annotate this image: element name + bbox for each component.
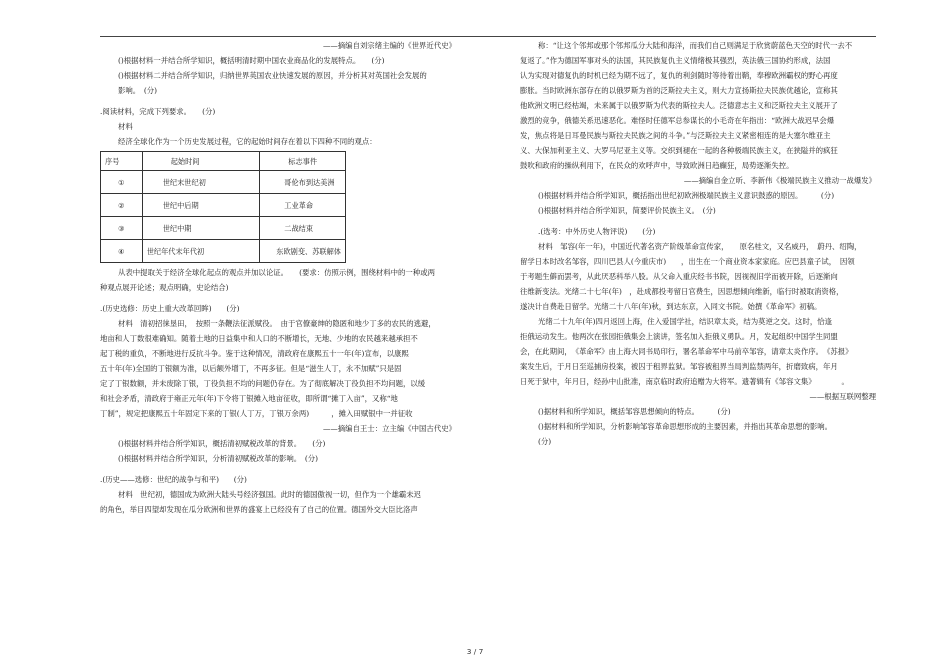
material-text: 定了丁银数额，并未废除丁银，丁役负担不均的问题仍存在。为了彻底解决丁役负担不均问题，以缓 bbox=[100, 379, 426, 388]
material-text: 地亩和人丁数很难确知。随着土地的日益集中和人口的不断增长，无地、少地的农民越来越承担不 bbox=[100, 334, 418, 343]
question-text: ()根据材料二并结合所学知识，归纳世界英国农业快速发展的原因，并分析其对英国社会发展的 bbox=[118, 71, 427, 80]
material-text: 激烈的竞争，俄德关系迅速恶化。难怪时任德军总参谋长的小毛奇在年指出：“欧洲大战迟早会爆 bbox=[520, 116, 835, 125]
section-title: .(历史选修：历史上重大改革回眸) (分) bbox=[100, 304, 240, 313]
top-rule bbox=[100, 36, 876, 37]
material-text: 五十年(年)全国的丁银额为准，以后额外增丁，不再多征。但是“滋生人丁，永不加赋”只是固 bbox=[100, 364, 402, 373]
table-cell: 哥伦布到达美洲 bbox=[260, 171, 346, 194]
source-line: ——摘编自金立昕、李新伟《极端民族主义推动一战爆发》 bbox=[683, 176, 876, 185]
material-text: 起丁税的重负，不断地进行反抗斗争。鉴于这种情况，清政府在康熙五十一年(年)宣布，以康熙 bbox=[100, 349, 409, 358]
table-cell: 世纪年代末年代初 bbox=[142, 240, 260, 263]
table-header: 起始时间 bbox=[142, 152, 260, 171]
section-title: .阅读材料，完成下列要求。 (分) bbox=[100, 107, 216, 116]
material-text: 他欧洲文明已经枯竭，未来属于以俄罗斯为代表的斯拉夫人。泛德意志主义和泛斯拉夫主义展开了 bbox=[520, 101, 838, 110]
material-text: 经济全球化作为一个历史发展过程，它的起始时间存在着以下四种不同的观点： bbox=[118, 137, 377, 146]
material-text: 和社会矛盾，清政府于雍正元年(年)下令将丁银摊入地亩征收，即所谓“摊丁入亩”，又称“地 bbox=[100, 394, 398, 403]
section-title: .(历史——选修：世纪的战争与和平) (分) bbox=[100, 475, 247, 484]
material-text: 日死于狱中，年月日，经孙中山批准，南京临时政府追赠为大将军。遗著辑有《邹容文集》 。 bbox=[520, 377, 849, 386]
section-title: .(选考：中外历史人物评说) (分) bbox=[538, 227, 656, 236]
question-text: ()据材料和所学知识，概括邹容思想倾向的特点。 (分) bbox=[538, 407, 731, 416]
question-text: (分) bbox=[538, 437, 552, 446]
material-text: 发，焦点将是日耳曼民族与斯拉夫民族之间的斗争。”与泛斯拉夫主义紧密相连的是大塞尔维亚主 bbox=[520, 131, 831, 140]
table-cell: 世纪中后期 bbox=[142, 194, 260, 217]
material-text: 鼓吹和政府的操纵利用下，在民众的欢呼声中，导致欧洲日趋癫狂，局势逐渐失控。 bbox=[520, 161, 794, 170]
material-text: 认为实现对德复仇的时机已经为期不远了，复仇的利剑随时等待着出鞘，奉穆欧洲霸权的野心再度 bbox=[520, 71, 838, 80]
question-text: ()根据材料一并结合所学知识，概括明清时期中国农业商品化的发展特点。 (分) bbox=[118, 56, 385, 65]
material-text: 材料 邹容(年一年)，中国近代著名资产阶级革命宣传家， 原名桂文，又名威丹， 蔚丹、绍陶， bbox=[538, 242, 862, 251]
table-row bbox=[101, 217, 346, 240]
table-cell: ④ bbox=[101, 240, 143, 263]
material-text: 案发生后，于月日至巡捕房投案，被囚于租界监狱。邹容被租界当局判监禁两年，折磨致病，年月 bbox=[520, 362, 838, 371]
left-column bbox=[100, 38, 456, 517]
material-text: 膨胀。当时欧洲东部存在的以俄罗斯为首的泛斯拉夫主义，则大力宣扬斯拉夫民族优越论，宣称其 bbox=[520, 86, 838, 95]
material-text: 的角色，举目四望却发现在瓜分欧洲和世界的盛宴上已经没有了自己的位置。德国外交大臣比洛声 bbox=[100, 505, 418, 514]
table-cell: 东欧剧变、苏联解体 bbox=[260, 240, 346, 263]
material-text: 丁制”，规定把康熙五十年固定下来的丁银(人丁万，丁银万余两) ，摊入田赋银中一并征收 bbox=[100, 409, 413, 418]
material-label: 材料 bbox=[118, 122, 133, 131]
events-table bbox=[100, 151, 346, 263]
table-cell: ② bbox=[101, 194, 143, 217]
table-header-row bbox=[101, 152, 346, 171]
source-line: ——摘编自王士：立主编《中国古代史》 bbox=[322, 424, 456, 433]
question-text: ()根据材料并结合所学知识，概括清初赋税改革的背景。 (分) bbox=[118, 439, 326, 448]
table-header: 序号 bbox=[101, 152, 143, 171]
material-text: 材料 清初招徕垦田， 按照一条鞭法征派赋役。 由于官僚豪绅的隐匿和地少丁多的农民的逃避， bbox=[118, 319, 436, 328]
material-text: 光绪二十九年(年)四月返回上海，住入爱国学社，结识章太炎，结为莫逆之交。这时，恰逢 bbox=[538, 317, 833, 326]
table-cell: ③ bbox=[101, 217, 143, 240]
table-row bbox=[101, 171, 346, 194]
material-text: 拒俄运动发生。他两次在张园拒俄集会上演讲，签名加入拒俄义勇队。月，发起组织中国学生同盟 bbox=[520, 332, 838, 341]
question-text: 影响。 (分) bbox=[118, 86, 158, 95]
question-text: ()根据材料并结合所学知识，简要评价民族主义。 (分) bbox=[538, 206, 716, 215]
question-text: ()根据材料并结合所学知识，概括指出世纪初欧洲极端民族主义意识鼓惑的原因。 (分) bbox=[538, 191, 835, 200]
material-text: 留学日本时改名邹容，四川巴县人(今重庆市) ，出生在一个商业资本家家庭。应巴县童子试， 因领 bbox=[520, 257, 855, 266]
question-text: 从表中提取关于经济全球化起点的观点并加以论证。 (要求：仿照示例，围绕材料中的一种或两 bbox=[118, 268, 435, 277]
material-text: 复返了。”作为德国军事对头的法国，其民族复仇主义情绪极其强烈，英法俄三国协约形成，法国 bbox=[520, 56, 831, 65]
table-cell: 世纪末世纪初 bbox=[142, 171, 260, 194]
material-text: 会，在此期间， 《革命军》由上海大同书局印行，署名革命军中马前卒邹容，请章太炎作序。 《苏报》 bbox=[520, 347, 853, 356]
material-text: 于考题生僻而罢考，从此厌恶科举八股。从父命入重庆经书书院，因视视旧学而被开除，后逐渐向 bbox=[520, 272, 838, 281]
material-text: 义、大保加利亚主义、大罗马尼亚主义等。交织到褪在一起的各种极端民族主义，在狭隘并的疯狂 bbox=[520, 146, 838, 155]
material-text: 材料 世纪初，德国成为欧洲大陆头号经济强国。此时的德国傲视一切，但作为一个雄霸未迟 bbox=[118, 490, 422, 499]
table-cell: 二战结束 bbox=[260, 217, 346, 240]
table-row bbox=[101, 194, 346, 217]
right-column bbox=[520, 38, 876, 449]
question-text: ()据材料和所学知识，分析影响邹容革命思想形成的主要因素，并指出其革命思想的影响。 bbox=[538, 422, 833, 431]
source-line: ——根据互联网整理 bbox=[809, 392, 876, 401]
material-text: 遂决计自费赴日留学。光绪二十八年(年)秋，到达东京，入同文书院。始撰《革命军》初稿。 bbox=[520, 302, 822, 311]
table-row bbox=[101, 240, 346, 263]
question-text: 种观点展开论述；观点明确，史论结合) bbox=[100, 283, 229, 292]
table-cell: 工业革命 bbox=[260, 194, 346, 217]
material-text: 往维新变法。光绪二十七年(年) ，赴成都投考留日官费生，因思想倾向维新，临行时被取消资格， bbox=[520, 287, 844, 296]
page-number: 3 / 7 bbox=[466, 647, 484, 656]
question-text: ()根据材料并结合所学知识，分析清初赋税改革的影响。 (分) bbox=[118, 454, 318, 463]
table-cell: 世纪中期 bbox=[142, 217, 260, 240]
material-text: 称：“让这个邻邦或那个邻邦瓜分大陆和海洋，而我们自己则满足于欣赏蔚蓝色天空的时代一去不 bbox=[538, 41, 853, 50]
table-cell: ① bbox=[101, 171, 143, 194]
table-header: 标志事件 bbox=[260, 152, 346, 171]
source-line: ——摘编自刘宗绪主编的《世界近代史》 bbox=[322, 41, 456, 50]
